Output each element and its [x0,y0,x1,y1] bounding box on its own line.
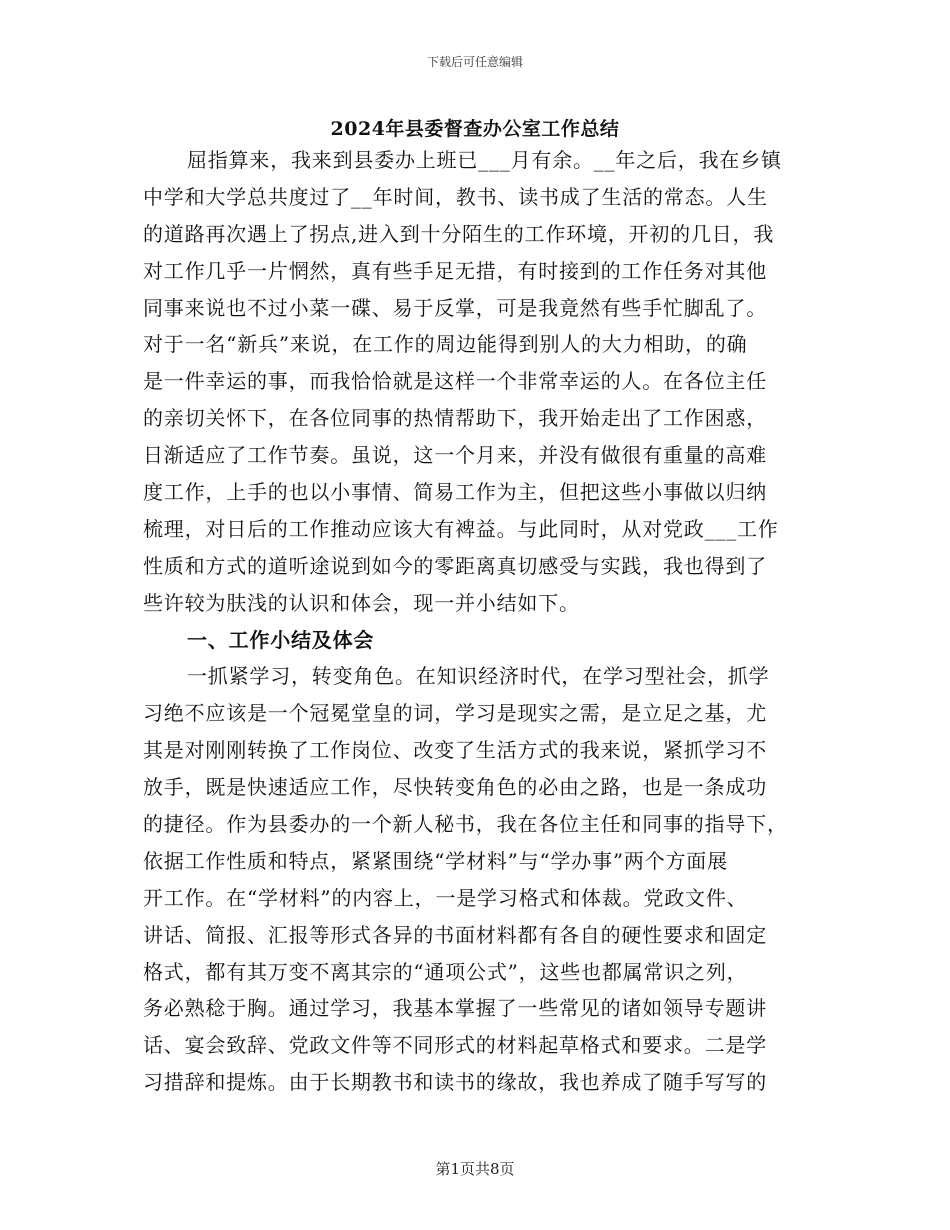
body-line: 习措辞和提炼。由于长期教书和读书的缘故，我也养成了随手写写的 [143,1070,767,1095]
section-heading: 一、工作小结及体会 [187,627,375,652]
body-line: 习绝不应该是一个冠冕堂皇的词，学习是现实之需，是立足之基，尤 [143,701,767,726]
body-line: 一抓紧学习，转变角色。在知识经济时代，在学习型社会，抓学 [187,664,770,689]
body-line: 放手，既是快速适应工作，尽快转变角色的必由之路，也是一条成功 [143,775,767,800]
body-line: 对工作几乎一片惘然，真有些手足无措，有时接到的工作任务对其他 [143,258,767,283]
body-line: 中学和大学总共度过了__年时间，教书、读书成了生活的常态。人生 [143,184,768,209]
body-line: 其是对刚刚转换了工作岗位、改变了生活方式的我来说，紧抓学习不 [143,738,767,763]
body-line: 同事来说也不过小菜一碟、易于反掌，可是我竟然有些手忙脚乱了。 [143,295,767,320]
document-body [143,142,807,1101]
body-line: 屈指算来，我来到县委办上班已___月有余。__年之后，我在乡镇 [187,148,782,172]
body-line: 开工作。在“学材料”的内容上，一是学习格式和体裁。党政文件、 [143,885,748,910]
body-line: 讲话、简报、汇报等形式各异的书面材料都有各自的硬性要求和固定 [143,922,767,947]
body-line: 是一件幸运的事，而我恰恰就是这样一个非常幸运的人。在各位主任 [143,369,767,394]
body-line: 度工作，上手的也以小事情、简易工作为主，但把这些小事做以归纳 [143,480,767,505]
body-line: 务必熟稔于胸。通过学习，我基本掌握了一些常见的诸如领导专题讲 [143,996,767,1021]
body-line: 梳理，对日后的工作推动应该大有裨益。与此同时，从对党政___工作 [143,516,779,541]
page-title: 2024年县委督查办公室工作总结 [330,118,620,140]
body-line: 对于一名“新兵”来说，在工作的周边能得到别人的大力相助，的确 [143,332,748,357]
body-line: 的道路再次遇上了拐点,进入到十分陌生的工作环境，开初的几日，我 [143,221,775,246]
body-line: 格式，都有其万变不离其宗的“通项公式”，这些也都属常识之列， [143,959,748,984]
page-footer: 第1页共8页 [435,1160,515,1178]
body-line: 性质和方式的道听途说到如今的零距离真切感受与实践，我也得到了 [143,553,767,578]
body-line: 话、宴会致辞、党政文件等不同形式的材料起草格式和要求。二是学 [143,1033,767,1058]
body-line: 的捷径。作为县委办的一个新人秘书，我在各位主任和同事的指导下， [143,812,788,837]
body-line: 的亲切关怀下，在各位同事的热情帮助下，我开始走出了工作困惑， [143,406,767,431]
body-line: 日渐适应了工作节奏。虽说，这一个月来，并没有做很有重量的高难 [143,443,767,468]
body-line: 些许较为肤浅的认识和体会，现一并小结如下。 [143,590,580,615]
header-note: 下载后可任意编辑 [426,55,523,69]
body-line: 依据工作性质和特点，紧紧围绕“学材料”与“学办事”两个方面展 [143,848,728,873]
